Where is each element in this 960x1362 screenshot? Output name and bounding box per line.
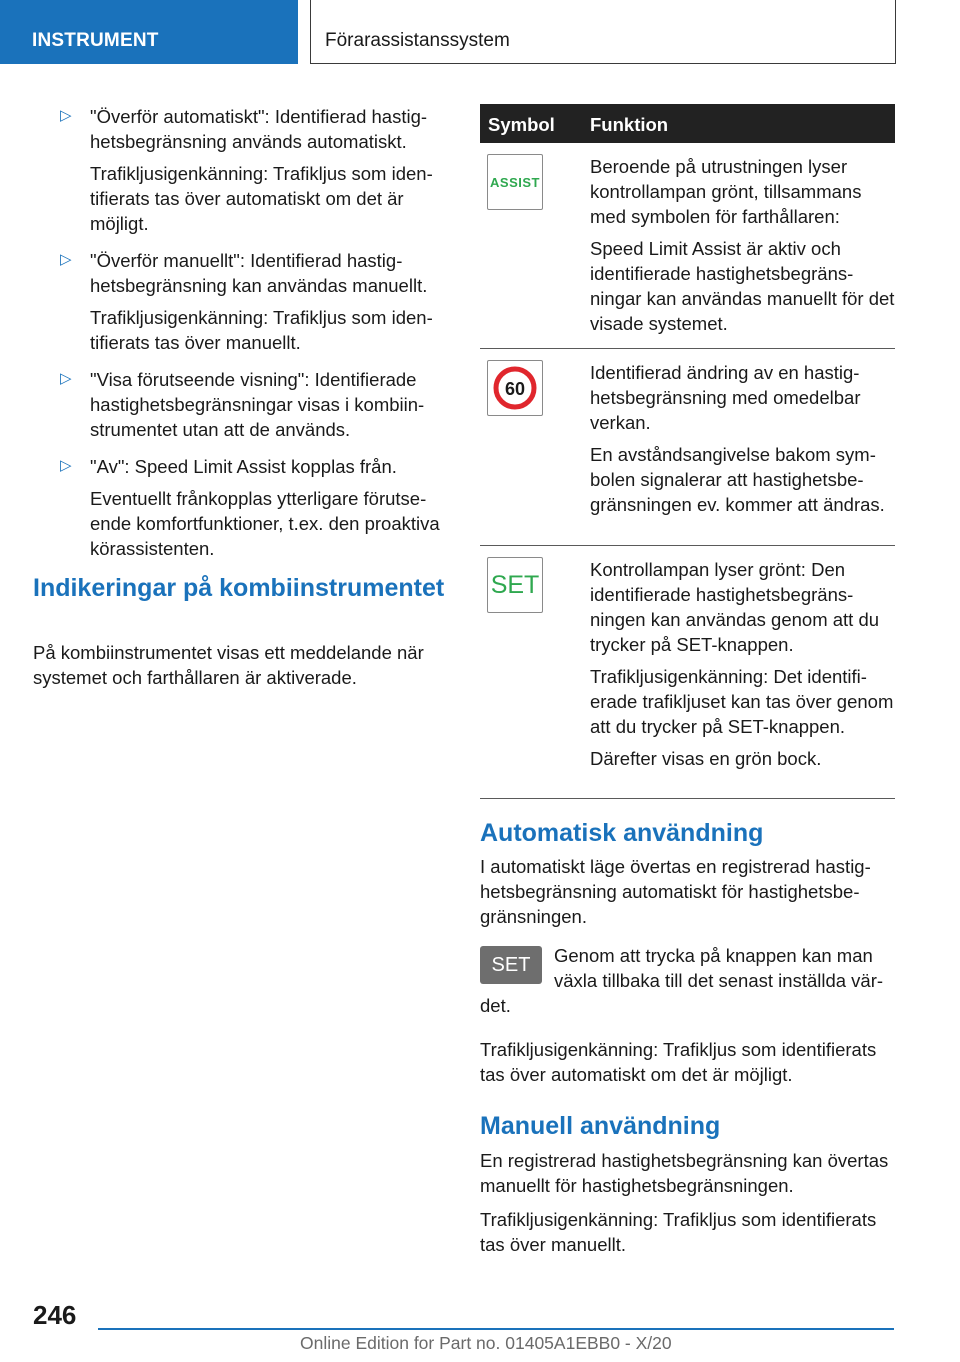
header-section-tab xyxy=(0,0,298,64)
section-text-indications: På kombiinstrumentet visas ett meddelande när systemet och farthållaren är aktiverade. xyxy=(33,642,424,688)
section-heading-automatic: Automatisk användning xyxy=(480,819,764,847)
list-item-text: Eventuellt frånkopplas ytterligare förutseende komfortfunktioner, t.ex. den proaktiva körassistenten. xyxy=(90,488,440,559)
table-row xyxy=(480,349,895,546)
set-button-description: Genom att trycka på knappen kan man växla tillbaka till det senast inställda vär- xyxy=(554,945,884,991)
option-list xyxy=(60,104,448,573)
table-cell-text: Därefter visas en grön bock. xyxy=(590,748,822,769)
bullet-triangle-icon: ▷ xyxy=(60,107,72,124)
table-cell-text: Beroende på utrustningen lyser kontrollampan grönt, tillsammans med symbolen för farthållaren: xyxy=(590,156,862,227)
speed-limit-sign xyxy=(493,366,537,410)
list-item xyxy=(60,454,448,561)
list-item-text: "Visa förutseende visning": Identifierade hastighetsbegränsningar visas i kombiinstrumentet utan att de används. xyxy=(90,369,425,440)
section-text-manual: En registrerad hastighetsbegränsning kan övertas manuellt för hastighetsbegränsningen. xyxy=(480,1150,889,1196)
footer-divider xyxy=(98,1328,894,1330)
table-cell-text: Kontrollampan lyser grönt: Den identifierade hastighetsbegränsningen kan användas genom att du trycker på SET-knappen. xyxy=(590,559,880,655)
list-item-text: "Överför automatiskt": Identifierad hastighetsbegränsning används automatiskt. xyxy=(90,106,428,152)
table-header xyxy=(480,104,895,143)
set-green-icon-label: SET xyxy=(490,570,540,599)
table-cell-text: Trafikljusigenkänning: Det identifierade trafikljuset kan tas över genom att du trycker på SET-knappen. xyxy=(590,666,894,737)
table-header-symbol: Symbol xyxy=(488,114,555,135)
bullet-triangle-icon: ▷ xyxy=(60,251,72,268)
list-item xyxy=(60,104,448,236)
speed-limit-60-icon xyxy=(487,360,543,416)
set-button-label: SET xyxy=(491,953,531,976)
section-heading-indications: Indikeringar på kombiinstrumentet xyxy=(33,574,445,602)
list-item-text: "Överför manuellt": Identifierad hastighetsbegränsning kan användas manuellt. xyxy=(90,250,428,296)
list-item-text: Trafikljusigenkänning: Trafikljus som identifierats tas över automatiskt om det är möjligt. xyxy=(90,163,433,234)
list-item xyxy=(60,248,448,355)
table-cell-text: Speed Limit Assist är aktiv och identifierade hastighetsbegränsningar kan användas manuellt för det visade systemet. xyxy=(590,238,895,334)
set-button-icon xyxy=(480,946,542,984)
list-item xyxy=(60,367,448,442)
header-chapter-box xyxy=(310,0,896,64)
set-button-description-end: det. xyxy=(480,995,511,1016)
table-row xyxy=(480,546,895,799)
bullet-triangle-icon: ▷ xyxy=(60,370,72,387)
bullet-triangle-icon: ▷ xyxy=(60,457,72,474)
list-item-text: Trafikljusigenkänning: Trafikljus som identifierats tas över manuellt. xyxy=(90,307,433,353)
page-number: 246 xyxy=(33,1300,77,1330)
footer-edition: Online Edition for Part no. 01405A1EBB0 - X/20 xyxy=(300,1333,672,1353)
list-item-text: "Av": Speed Limit Assist kopplas från. xyxy=(90,456,397,477)
assist-icon xyxy=(487,154,543,210)
table-header-function: Funktion xyxy=(590,114,669,135)
section-text-manual-traffic: Trafikljusigenkänning: Trafikljus som identifierats tas över manuellt. xyxy=(480,1209,877,1255)
header-chapter-label: Förarassistanssystem xyxy=(325,30,510,51)
section-heading-manual: Manuell användning xyxy=(480,1112,721,1140)
table-cell-text: En avståndsangivelse bakom symbolen signalerar att hastighetsbegränsningen ev. kommer att ändras. xyxy=(590,444,885,515)
set-green-icon xyxy=(487,557,543,613)
section-text-automatic: I automatiskt läge övertas en registrerad hastighetsbegränsning automatiskt för hastighetsbegränsningen. xyxy=(480,856,871,927)
symbol-table xyxy=(480,104,895,799)
assist-icon-label: ASSIST xyxy=(490,174,540,190)
header-section-label: INSTRUMENT xyxy=(32,30,159,51)
section-text-automatic-traffic: Trafikljusigenkänning: Trafikljus som identifierats tas över automatiskt om det är möjligt. xyxy=(480,1039,877,1085)
table-row xyxy=(480,143,895,349)
table-cell-text: Identifierad ändring av en hastighetsbegränsning med omedelbar verkan. xyxy=(590,362,861,433)
speed-limit-value: 60 xyxy=(504,379,526,399)
